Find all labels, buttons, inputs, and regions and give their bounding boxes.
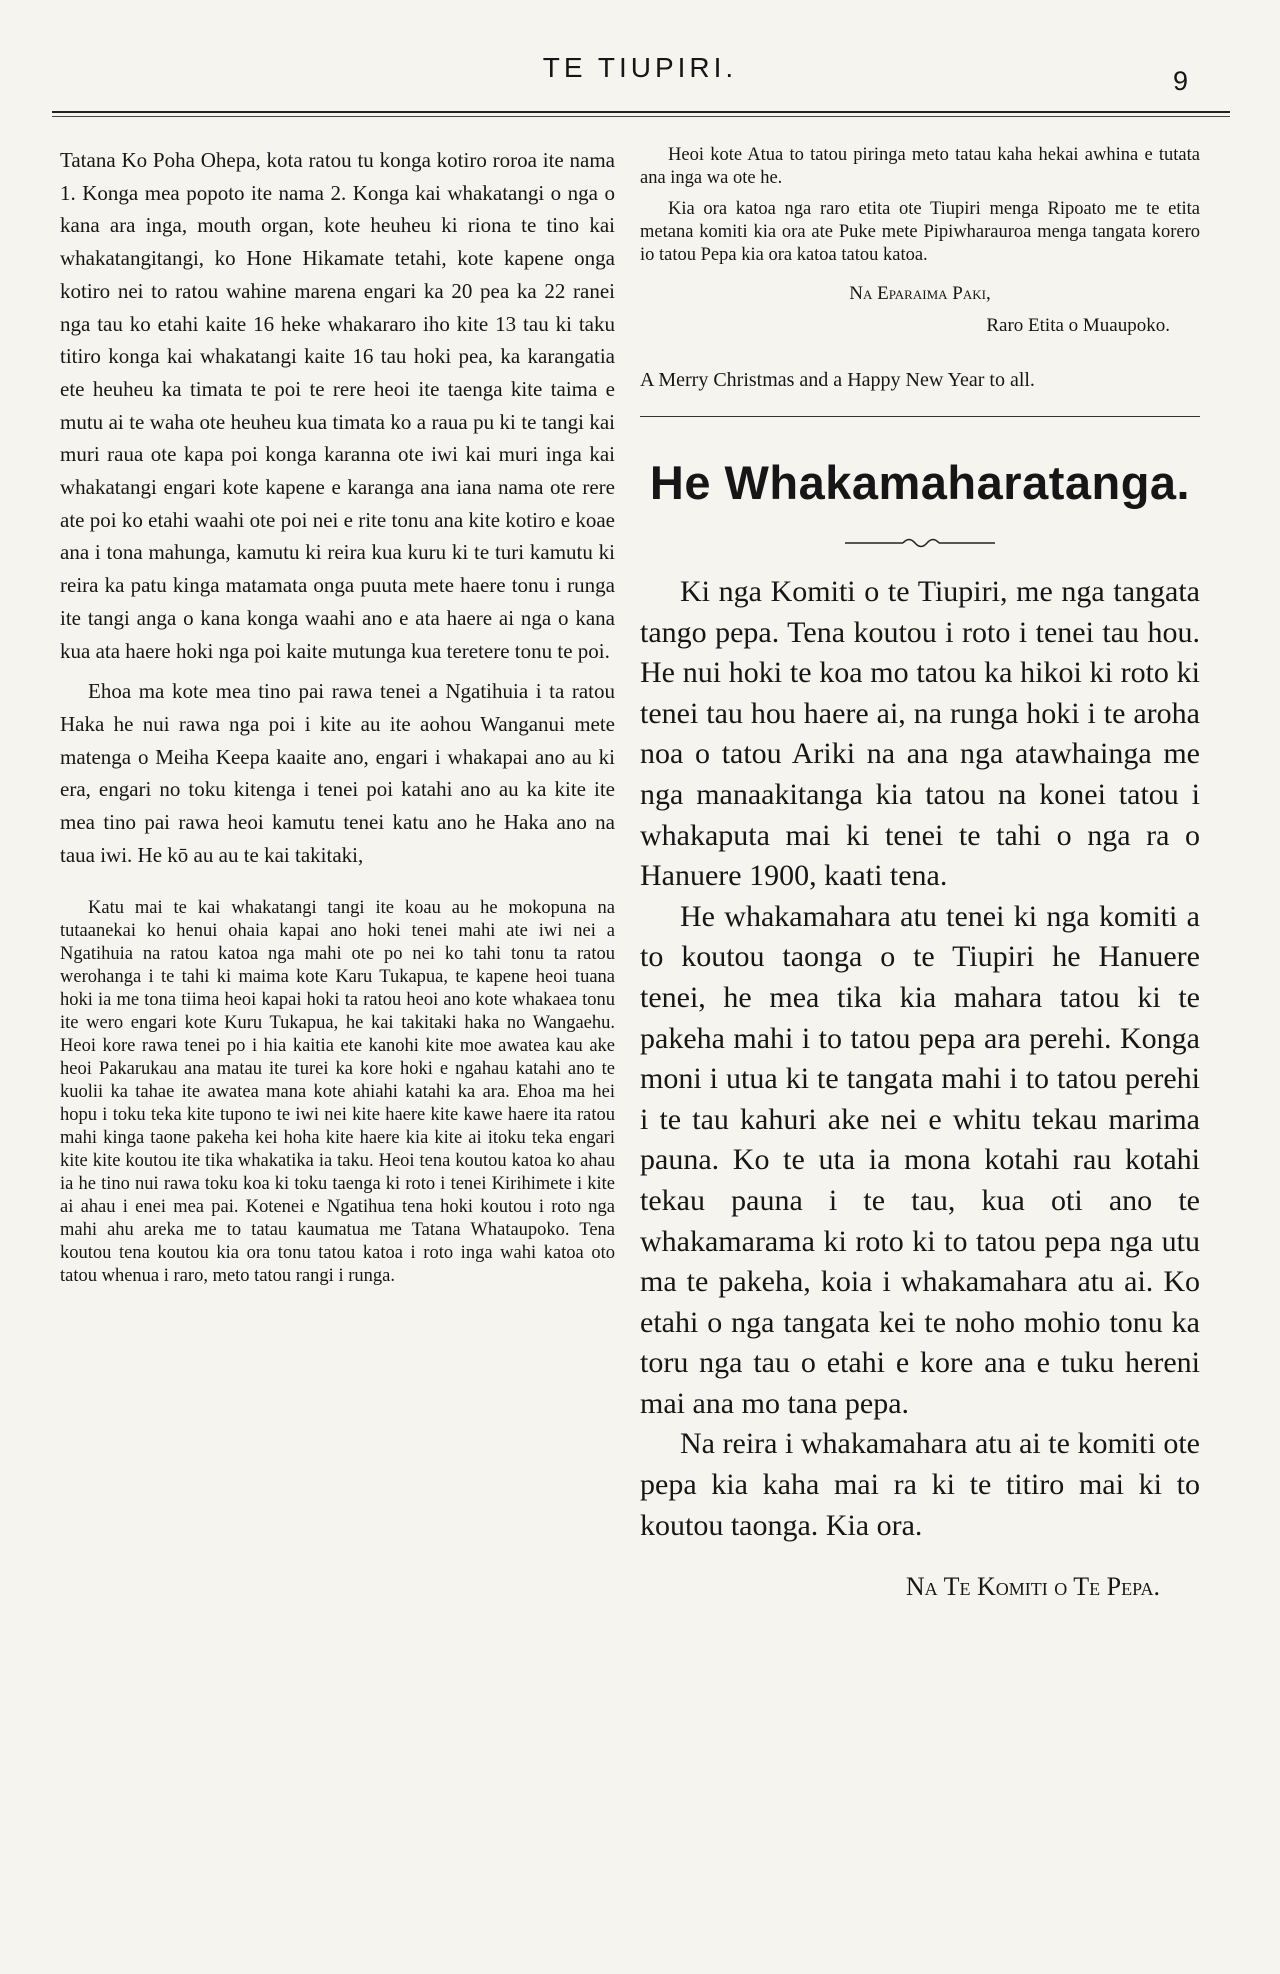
left-column xyxy=(60,144,615,1288)
header-rule-thin xyxy=(52,116,1230,117)
letter-signature-title: Raro Etita o Muaupoko. xyxy=(986,315,1170,336)
article-title: He Whakamaharatanga. xyxy=(649,456,1191,509)
right-paragraph-2: Kia ora katoa nga raro etita ote Tiupiri menga Ripoato me te etita metana komiti kia ora ate Puke mete Pipiwharauroa menga tangata korero io tatou Pepa kia ora katoa tatou katoa. xyxy=(640,199,1200,265)
left-paragraph-2: Ehoa ma kote mea tino pai rawa tenei a Ngatihuia i ta ratou Haka he nui rawa nga poi i kite au ite aohou Wanganui mete matenga o Meiha Keepa kaaite ano, engari i whakapai ano au ki era, engari no toku kitenga i tenei poi katahi ano au ka kite ite mea tino pai rawa heoi kamutu tenei katu ano he Haka ano na taua iwi. He kō au au te kai takitaki, xyxy=(60,679,615,867)
section-divider xyxy=(640,416,1200,417)
left-paragraph-1: Tatana Ko Poha Ohepa, kota ratou tu konga kotiro roroa ite nama 1. Konga mea popoto ite nama 2. Konga kai whakatangi o nga o kana ara inga, mouth organ, kote heuheu ki riona te tino kai whakatangitangi, ko Hone Hikamate tetahi, kote kapene onga kotiro nei to ratou wahine marena engari ka 20 pea ka 22 ranei nga tau ko etahi kaite 16 heke whakararo iho kite 13 tau ki taku titiro konga kai whakatangi kaite 16 tau hoki pea, ka karangatia ete heuheu ka timata te poi te rere heoi ite taenga kite taima e mutu ai te waha ote heuheu kua timata ko a raua pu ki te tangi kai muri raua ote kapa poi konga karanna ote iwi kai muri inga kai whakatangi engari kote kapene e karanga ana iana nama ote rere ate poi ko etahi waahi ote poi nei e rite tonu ana kite kotiro e koae ana i tona mahunga, kamutu ki reira kua kuru ki te turi kamutu ki reira ka patu kinga matamata onga puuta mete haere tonu i runga ite tangi anga o kana konga waahi ano e ata haere ai nga o kana kua ata haere hoki nga poi kaite mutunga kua teretere tonu te poi. xyxy=(60,148,615,663)
page-number: 9 xyxy=(1172,66,1188,96)
right-paragraph-1: Heoi kote Atua to tatou piringa meto tatau kaha hekai awhina e tutata ana inga wa ote he. xyxy=(640,145,1200,188)
right-column xyxy=(640,144,1200,1602)
article-signature: Na Te Komiti o Te Pepa. xyxy=(905,1572,1160,1602)
letter-signature-name: Na Eparaima Paki, xyxy=(849,283,991,304)
season-greeting: A Merry Christmas and a Happy New Year to all. xyxy=(640,369,1035,391)
running-title: TE TIUPIRI. xyxy=(542,52,738,83)
article-paragraph-1: Ki nga Komiti o te Tiupiri, me nga tangata tango pepa. Tena koutou i roto i tenei tau hou. He nui hoki te koa mo tatou ka hikoi ki roto ki tenei tau hou haere ai, na runga hoki i te aroha noa o tatou Ariki na ana nga atawhainga me nga manaakitanga kia tatou na konei tatou i whakaputa mai ki tenei te tahi o nga ra o Hanuere 1900, kaati tena. xyxy=(640,575,1200,893)
header-rule-thick xyxy=(52,111,1230,113)
ornament-divider-icon xyxy=(640,536,1200,550)
article-paragraph-3: Na reira i whakamahara atu ai te komiti ote pepa kia kaha mai ra ki te titiro mai ki to koutou taonga. Kia ora. xyxy=(640,1427,1200,1542)
left-paragraph-3: Katu mai te kai whakatangi tangi ite koau au he mokopuna na tutaanekai ko henui ohaia kapai ano hoki tenei mahi ate iwi nei a Ngatihuia na ratou katoa nga mahi ote po nei ko tahi tonu ta ratou werohanga i te tahi ki maima kote Karu Tukapua, te kapene heoi tuana hoki ia me tona tiima heoi kapai hoki ta ratou heoi ano kote whakaea tonu ite wero engari kote Kuru Tukapua, he kai takitaki haka no Wangaehu. Heoi kore rawa tenei po i hia kaitia ete kanohi kite moe awatea kau ake heoi Pakarukau ana matau ite turei ka kore hoki e ngahau katahi ano te kuolii ka tahae ite awatea mana kote ahiahi katahi ka ara. Ehoa ma hei hopu i toku teka kite tupono te iwi nei kite haere kite kawe haere ita ratou mahi kinga taone pakeha kei hoha kite haere kia kite ai itoku teka engari kite kite koutou ite tika whakatika ia taku. Heoi tena koutou katoa ko ahau ia he tino nui rawa toku koa ki toku taenga ki roto i tenei Kirihimete i kite ai ahau i enei mea pai. Kotenei e Ngatihua tena hoki koutou i roto nga mahi ahu areka me to tatau kaumatua me Tatana Whataupoko. Tena koutou tena koutou kia ora tonu tatou katoa i roto inga wahi katoa oto tatou whenua i raro, meto tatou rangi i runga. xyxy=(60,898,615,1287)
article-paragraph-2: He whakamahara atu tenei ki nga komiti a to koutou taonga o te Tiupiri he Hanuere tenei, he mea tika kia mahara tatou ki te pakeha mahi i to tatou pepa ara perehi. Konga moni i utua ki te tangata mahi i to tatou perehi i te tau kahuri ake nei e whitu tekau marima pauna. Ko te uta ia mona kotahi rau kotahi tekau pauna i te tau, kua oti ano te whakamarama ki roto ki to tatou pepa nga utu ma te pakeha, koia i whakamahara atu ai. Ko etahi o nga tangata kei te noho mohio tonu ka toru nga tau o etahi e kore ana e tuku hereni mai ana mo tana pepa. xyxy=(640,899,1200,1420)
